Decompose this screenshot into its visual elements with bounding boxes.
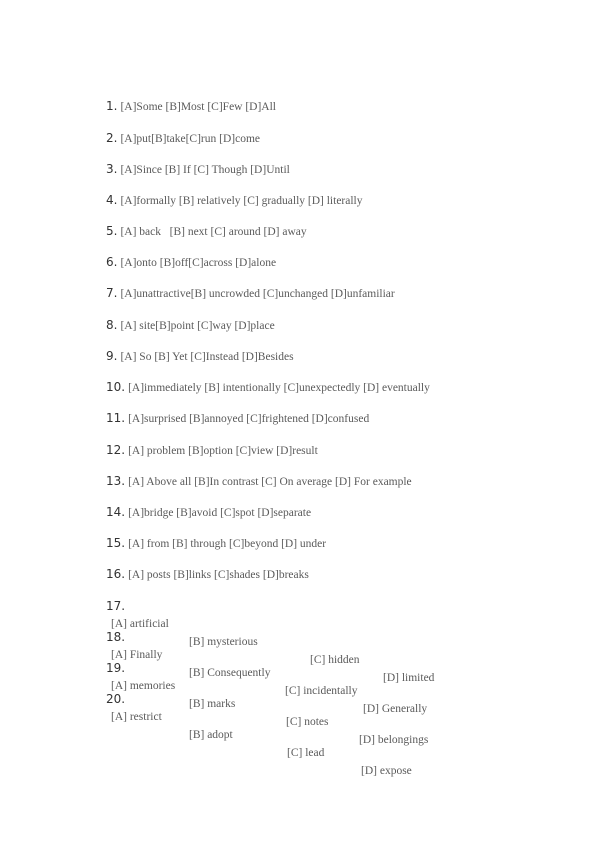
question-number: 11. bbox=[106, 411, 126, 425]
option-a: [A] restrict bbox=[111, 711, 162, 723]
question-options: [A]Since [B] If [C] Though [D]Until bbox=[120, 164, 290, 176]
question-options: [A] site[B]point [C]way [D]place bbox=[120, 320, 275, 332]
question-item bbox=[90, 173, 363, 207]
question-item bbox=[90, 547, 309, 581]
question-options: [A] Above all [B]In contrast [C] On average [D] For example bbox=[128, 476, 412, 488]
option-a: [A] Finally bbox=[111, 649, 163, 661]
question-options: [A]surprised [B]annoyed [C]frightened [D]confused bbox=[128, 413, 370, 425]
question-number: 7. bbox=[106, 286, 118, 300]
option-c: [C] notes bbox=[286, 716, 329, 728]
option-c: [C] lead bbox=[287, 747, 325, 759]
option-b: [B] marks bbox=[189, 698, 236, 710]
question-item bbox=[90, 204, 307, 238]
question-number: 13. bbox=[106, 474, 126, 488]
option-b: [B] adopt bbox=[189, 729, 233, 741]
option-a: [A] artificial bbox=[111, 618, 169, 630]
question-options: [A]formally [B] relatively [C] gradually [D] literally bbox=[120, 195, 363, 207]
question-options: [A]Some [B]Most [C]Few [D]All bbox=[120, 101, 277, 113]
question-options: [A] problem [B]option [C]view [D]result bbox=[128, 445, 318, 457]
question-item bbox=[90, 516, 327, 550]
question-item bbox=[90, 423, 318, 457]
question-number: 9. bbox=[106, 349, 118, 363]
question-item bbox=[90, 111, 260, 145]
question-number: 4. bbox=[106, 193, 118, 207]
question-number: 3. bbox=[106, 162, 118, 176]
question-number: 1. bbox=[106, 99, 118, 113]
question-number: 20. bbox=[106, 692, 126, 706]
option-d: [D] Generally bbox=[363, 703, 428, 715]
question-number: 5. bbox=[106, 224, 118, 238]
question-number: 16. bbox=[106, 567, 126, 581]
question-item bbox=[90, 485, 312, 519]
question-number: 8. bbox=[106, 318, 118, 332]
question-options: [A]bridge [B]avoid [C]spot [D]separate bbox=[128, 507, 312, 519]
question-item bbox=[90, 266, 395, 300]
question-number: 19. bbox=[106, 661, 126, 675]
question-item bbox=[90, 142, 290, 176]
question-number: 6. bbox=[106, 255, 118, 269]
question-options: [A] from [B] through [C]beyond [D] under bbox=[128, 538, 327, 550]
question-item bbox=[90, 329, 294, 363]
question-options: [A]unattractive[B] uncrowded [C]unchanged [D]unfamiliar bbox=[120, 288, 395, 300]
question-options: [A]onto [B]off[C]across [D]alone bbox=[120, 257, 277, 269]
question-item bbox=[90, 454, 412, 488]
option-c: [C] hidden bbox=[310, 654, 360, 666]
question-options: [A]put[B]take[C]run [D]come bbox=[120, 133, 260, 145]
question-number: 10. bbox=[106, 380, 126, 394]
question-item bbox=[90, 298, 275, 332]
question-item bbox=[90, 79, 277, 113]
option-d: [D] expose bbox=[361, 765, 412, 777]
option-a: [A] memories bbox=[111, 680, 176, 692]
option-c: [C] incidentally bbox=[285, 685, 358, 697]
question-number: 18. bbox=[106, 630, 126, 644]
question-item bbox=[90, 360, 430, 394]
question-number: 14. bbox=[106, 505, 126, 519]
option-b: [B] Consequently bbox=[189, 667, 271, 679]
question-options: [A] back [B] next [C] around [D] away bbox=[120, 226, 307, 238]
question-number: 2. bbox=[106, 131, 118, 145]
question-number: 12. bbox=[106, 443, 126, 457]
option-b: [B] mysterious bbox=[189, 636, 258, 648]
question-options: [A]immediately [B] intentionally [C]unexpectedly [D] eventually bbox=[128, 382, 430, 394]
option-d: [D] belongings bbox=[359, 734, 429, 746]
option-d: [D] limited bbox=[383, 672, 435, 684]
question-item bbox=[90, 235, 277, 269]
question-options: [A] posts [B]links [C]shades [D]breaks bbox=[128, 569, 309, 581]
question-number: 15. bbox=[106, 536, 126, 550]
question-options: [A] So [B] Yet [C]Instead [D]Besides bbox=[120, 351, 294, 363]
question-item bbox=[90, 391, 370, 425]
question-number: 17. bbox=[106, 599, 126, 613]
